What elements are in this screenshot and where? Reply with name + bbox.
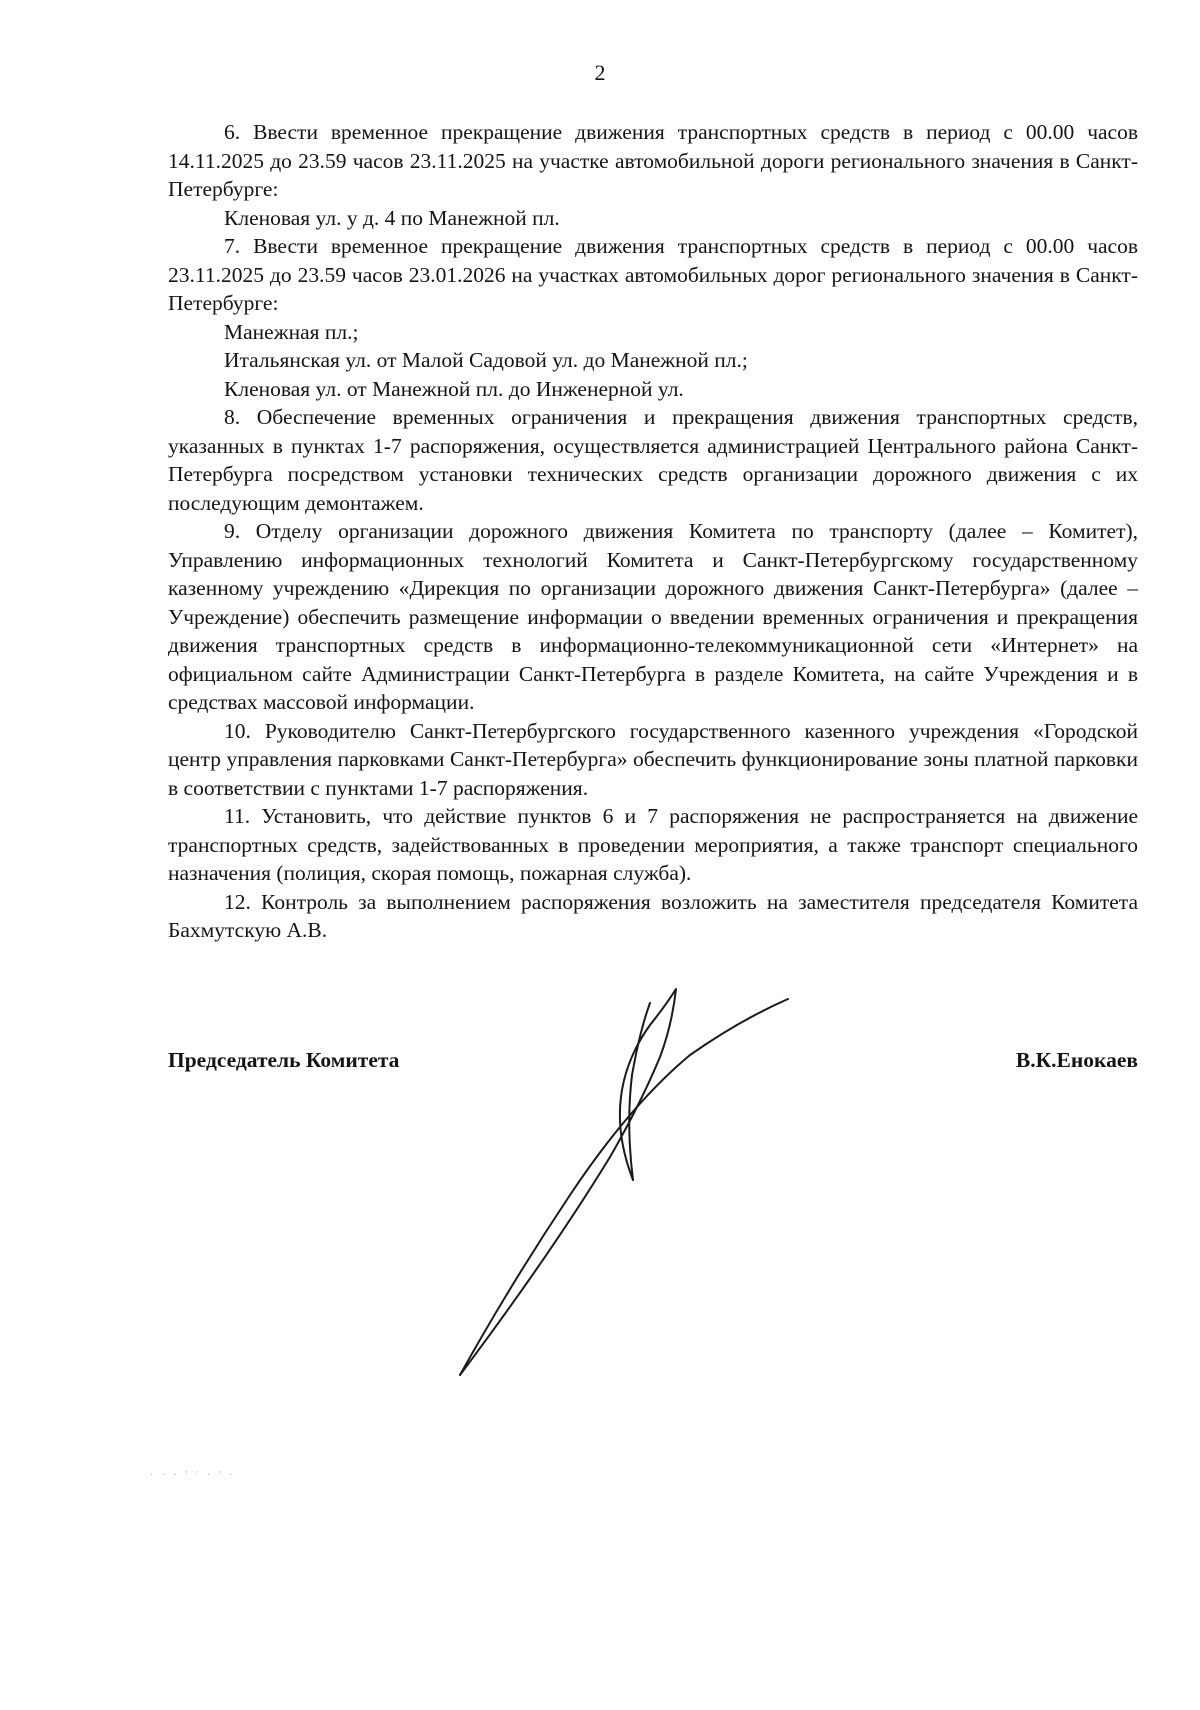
signatory-name: В.К.Енокаев [1015, 1048, 1138, 1072]
paragraph-7-item: Манежная пл.; [224, 319, 359, 344]
paragraph-8: 8. Обеспечение временных ограничения и прекращения движения транспортных средств, указанных в пунктах 1-7 распоряжения, осуществляется администрацией Центрального района Санкт-Петербурга посредством установки технических средств организации дорожного движения с их последующим демонтажем. [168, 405, 1138, 515]
paragraph-12: 12. Контроль за выполнением распоряжения возложить на заместителя председателя Комитета Бахмутскую А.В. [168, 889, 1138, 942]
signatory-title: Председатель Комитета [168, 1048, 400, 1072]
paragraph-7-item: Итальянская ул. от Малой Садовой ул. до Манежной пл.; [224, 348, 748, 372]
paragraph-10: 10. Руководителю Санкт-Петербургского государственного казенного учреждения «Городской центр управления парковками Санкт-Петербурга» обеспечить функционирование зоны платной парковки в соответствии с пунктами 1-7 распоряжения. [168, 718, 1138, 800]
page-number: 2 [594, 60, 606, 85]
handwritten-signature [440, 985, 800, 1385]
paragraph-6: 6. Ввести временное прекращение движения транспортных средств в период с 00.00 часов 14.11.2025 до 23.59 часов 23.11.2025 на участке автомобильной дороги регионального значения в Санкт-Петербурге: [168, 120, 1138, 201]
scan-noise: · · · ′ ′ · ′ · [150, 1470, 236, 1481]
paragraph-7-item: Кленовая ул. от Манежной пл. до Инженерной ул. [224, 376, 684, 401]
document-body [168, 118, 1138, 945]
paragraph-7: 7. Ввести временное прекращение движения транспортных средств в период с 00.00 часов 23.11.2025 до 23.59 часов 23.01.2026 на участках автомобильных дорог регионального значения в Санкт-Петербурге: [168, 234, 1138, 315]
paragraph-11: 11. Установить, что действие пунктов 6 и 7 распоряжения не распространяется на движение транспортных средств, задействованных в проведении мероприятия, а также транспорт специального назначения (полиция, скорая помощь, пожарная служба). [168, 804, 1138, 885]
paragraph-6-item: Кленовая ул. у д. 4 по Манежной пл. [224, 205, 560, 230]
paragraph-9: 9. Отделу организации дорожного движения Комитета по транспорту (далее – Комитет), Управлению информационных технологий Комитета и Санкт-Петербургскому государственному казенному учреждению «Дирекция по организации дорожного движения Санкт-Петербурга» (далее – Учреждение) обеспечить размещение информации о введении временных ограничения и прекращения движения транспортных средств в информационно-телекоммуникационной сети «Интернет» на официальном сайте Администрации Санкт-Петербурга в разделе Комитета, на сайте Учреждения и в средствах массовой информации. [168, 519, 1138, 714]
